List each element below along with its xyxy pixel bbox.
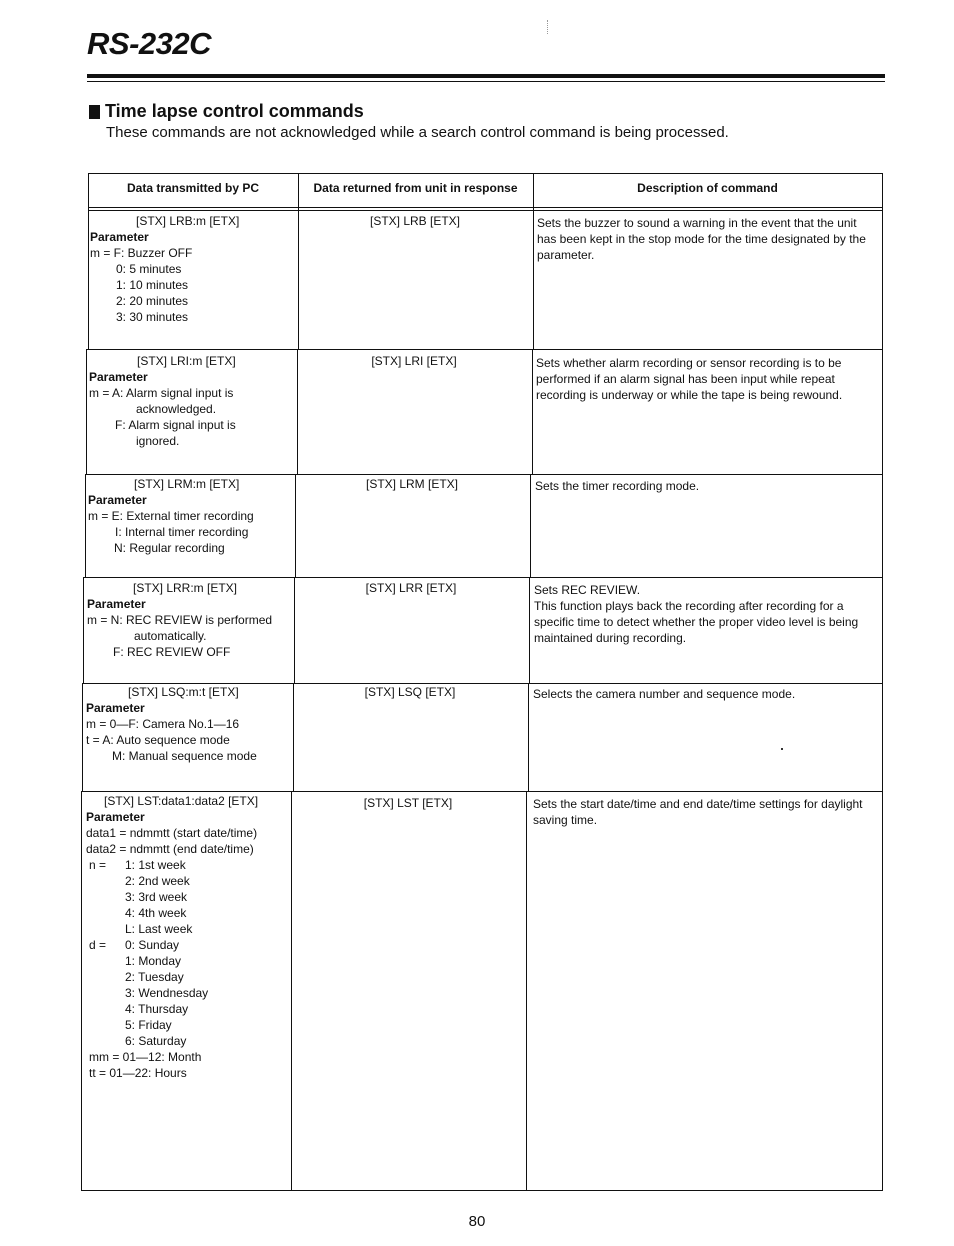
parameter-line: mm = 01—12: Month <box>89 1050 202 1064</box>
table-border-left <box>83 577 84 683</box>
section-title: Time lapse control commands <box>105 101 364 121</box>
scan-speck <box>781 748 783 750</box>
page-title: RS-232C <box>87 26 211 61</box>
command-text: [STX] LRB:m [ETX] <box>136 214 240 228</box>
parameter-line: 0: 5 minutes <box>116 262 182 276</box>
column-divider <box>530 474 531 577</box>
parameter-key: n = <box>89 858 107 872</box>
parameter-label: Parameter <box>90 230 149 244</box>
parameter-line: N: Regular recording <box>114 541 225 555</box>
parameter-label: Parameter <box>89 370 148 384</box>
command-text: [STX] LRM:m [ETX] <box>134 477 240 491</box>
response-cell: [STX] LRR [ETX] <box>365 581 457 595</box>
parameter-value: 2: 2nd week <box>125 874 190 888</box>
pc-command-cell <box>86 684 257 764</box>
column-divider <box>298 173 299 349</box>
row-divider <box>84 577 882 578</box>
parameter-line: F: REC REVIEW OFF <box>113 645 231 659</box>
parameter-line: t = A: Auto sequence mode <box>86 733 230 747</box>
command-text: [STX] LST:data1:data2 [ETX] <box>104 794 259 808</box>
column-header-description: Description of command <box>637 181 778 195</box>
parameter-line: 3: 30 minutes <box>116 310 189 324</box>
parameter-line: m = F: Buzzer OFF <box>90 246 193 260</box>
table-border-left <box>88 173 89 349</box>
pc-command-cell <box>88 476 254 556</box>
parameter-line: I: Internal timer recording <box>115 525 249 539</box>
parameter-label: Parameter <box>87 597 146 611</box>
column-divider <box>528 683 529 791</box>
parameter-value: 5: Friday <box>125 1018 172 1032</box>
description-line: This function plays back the recording after recording for a specific time to detect whether the proper video level is being maintained during recording. <box>534 599 859 645</box>
column-header-response: Data returned from unit in response <box>313 181 518 195</box>
parameter-line: 1: 10 minutes <box>116 278 189 292</box>
parameter-line: F: Alarm signal input is <box>115 418 236 432</box>
parameter-key: d = <box>89 938 107 952</box>
table-border-left <box>82 683 83 791</box>
column-divider <box>526 791 527 1191</box>
column-divider <box>291 791 292 1191</box>
pc-command-cell <box>90 213 239 325</box>
section-heading <box>89 101 364 122</box>
parameter-line: ignored. <box>136 434 180 448</box>
table-border-right <box>882 173 883 1191</box>
description-cell: Sets the start date/time and end date/time settings for daylight saving time. <box>533 797 863 827</box>
parameter-line: m = N: REC REVIEW is performed <box>87 613 273 627</box>
parameter-line <box>86 937 258 953</box>
response-cell: [STX] LST [ETX] <box>363 796 453 810</box>
response-cell: [STX] LSQ [ETX] <box>364 685 456 699</box>
parameter-line: automatically. <box>134 629 207 643</box>
parameter-line: m = 0—F: Camera No.1—16 <box>86 717 240 731</box>
command-text: [STX] LRR:m [ETX] <box>133 581 238 595</box>
parameter-value: 1: Monday <box>125 954 182 968</box>
header-rule-double <box>88 210 882 211</box>
parameter-line: data1 = ndmmtt (start date/time) <box>86 826 258 840</box>
parameter-line: acknowledged. <box>136 402 217 416</box>
parameter-label: Parameter <box>88 493 147 507</box>
parameter-line: M: Manual sequence mode <box>112 749 257 763</box>
parameter-value: 1: 1st week <box>125 858 186 872</box>
table-border-bottom <box>81 1190 882 1191</box>
bullet-square-icon <box>89 105 100 119</box>
row-divider <box>85 474 882 475</box>
scan-mark <box>547 20 549 34</box>
table-border-left <box>81 791 82 1191</box>
row-divider <box>86 349 882 350</box>
parameter-value: 6: Saturday <box>125 1034 187 1048</box>
parameter-value: 3: Wendnesday <box>125 986 209 1000</box>
row-divider <box>82 791 882 792</box>
description-cell: Selects the camera number and sequence mode. <box>533 687 796 701</box>
response-cell: [STX] LRB [ETX] <box>369 214 461 228</box>
parameter-value: 2: Tuesday <box>125 970 184 984</box>
column-divider <box>533 173 534 349</box>
description-cell: Sets the buzzer to sound a warning in the event that the unit has been kept in the stop mode for the time designated by the parameter. <box>537 216 866 262</box>
parameter-line: tt = 01—22: Hours <box>89 1066 187 1080</box>
description-line: Sets REC REVIEW. <box>534 583 641 597</box>
column-divider <box>532 349 533 474</box>
column-divider <box>529 577 530 683</box>
parameter-line: data2 = ndmmtt (end date/time) <box>86 842 254 856</box>
table-border-left <box>85 474 86 577</box>
parameter-line: m = A: Alarm signal input is <box>89 386 234 400</box>
page-number: 80 <box>468 1213 486 1230</box>
response-cell: [STX] LRI [ETX] <box>371 354 457 368</box>
header-rule <box>88 207 882 208</box>
parameter-line <box>86 857 258 873</box>
parameter-value: 0: Sunday <box>125 938 180 952</box>
parameter-line: 2: 20 minutes <box>116 294 189 308</box>
response-cell: [STX] LRM [ETX] <box>365 477 458 491</box>
parameter-line: m = E: External timer recording <box>88 509 254 523</box>
command-text: [STX] LRI:m [ETX] <box>137 354 236 368</box>
table-border-left <box>86 349 87 474</box>
pc-command-cell <box>86 793 258 1081</box>
description-cell: Sets the timer recording mode. <box>535 479 700 493</box>
header-rule-thin <box>87 81 885 82</box>
parameter-label: Parameter <box>86 701 145 715</box>
parameter-value: 3: 3rd week <box>125 890 188 904</box>
pc-command-cell <box>89 353 236 449</box>
parameter-value: 4: 4th week <box>125 906 187 920</box>
table-border-top <box>88 173 882 174</box>
description-cell: Sets whether alarm recording or sensor recording is to be performed if an alarm signal has been input while repeat recording is underway or while the tape is being rewound. <box>536 356 843 402</box>
pc-command-cell <box>87 580 272 660</box>
column-header-pc: Data transmitted by PC <box>126 181 260 195</box>
description-cell <box>534 582 876 646</box>
header-rule-thick <box>87 74 885 78</box>
command-text: [STX] LSQ:m:t [ETX] <box>128 685 239 699</box>
parameter-label: Parameter <box>86 810 145 824</box>
parameter-value: 4: Thursday <box>125 1002 189 1016</box>
section-subtitle: These commands are not acknowledged while a search control command is being processed. <box>106 124 729 141</box>
parameter-value: L: Last week <box>125 922 193 936</box>
